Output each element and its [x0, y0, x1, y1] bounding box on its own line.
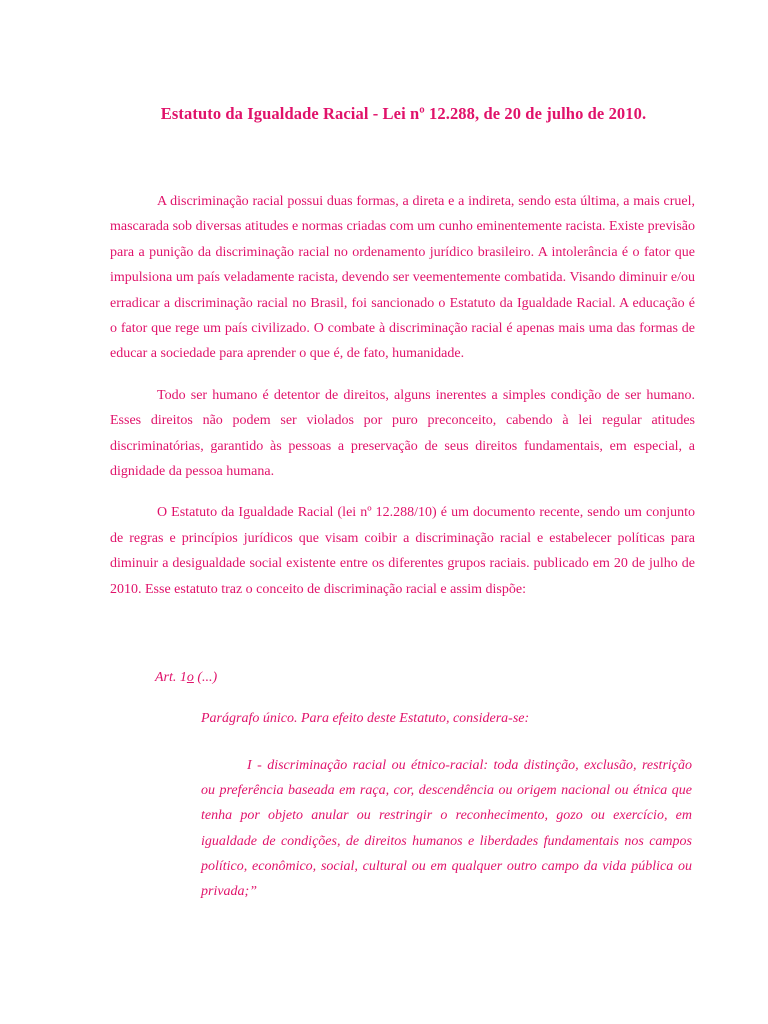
inciso-text: I - discriminação racial ou étnico-racial: toda distinção, exclusão, restrição ou preferência baseada em raça, cor, descendência ou origem nacional ou étnica que tenha por objeto anular ou restringir o reconhecimento, gozo ou exercício, em igualdade de condições, de direitos humanos e liberdades fundamentais nos campos político, econômico, social, cultural ou em qualquer outro campo da vida pública ou privada;” [201, 758, 692, 900]
article-heading [155, 670, 217, 686]
inciso-block [201, 753, 692, 904]
paragraph-2: Todo ser humano é detentor de direitos, alguns inerentes a simples condição de ser humano. Esses direitos não podem ser violados por puro preconceito, cabendo à lei regular atitudes discriminatórias, garantido às pessoas a preservação de seus direitos fundamentais, em especial, a dignidade da pessoa humana. [110, 387, 695, 480]
paragraph-unique: Parágrafo único. Para efeito deste Estatuto, considera-se: [201, 711, 530, 726]
paragraph-1: A discriminação racial possui duas formas, a direta e a indireta, sendo esta última, a mais cruel, mascarada sob diversas atitudes e normas criadas com um cunho eminentemente racista. Existe previsão para a punição da discriminação racial no ordenamento jurídico brasileiro. A intolerância é o fator que impulsiona um país veladamente racista, devendo ser veementemente combatida. Visando diminuir e/ou erradicar a discriminação racial no Brasil, foi sancionado o Estatuto da Igualdade Racial. A educação é o fator que rege um país civilizado. O combate à discriminação racial é apenas mais uma das formas de educar a sociedade para aprender o que é, de fato, humanidade. [110, 194, 695, 362]
article-prefix: Art. 1 [155, 670, 187, 685]
article-ordinal: o [186, 670, 194, 685]
article-ellipsis: (...) [193, 670, 218, 685]
paragraph-3: O Estatuto da Igualdade Racial (lei nº 12.288/10) é um documento recente, sendo um conjunto de regras e princípios jurídicos que visam coibir a discriminação racial e estabelecer políticas para diminuir a desigualdade social existente entre os diferentes grupos raciais. publicado em 20 de julho de 2010. Esse estatuto traz o conceito de discriminação racial e assim dispõe: [110, 505, 695, 597]
document-title: Estatuto da Igualdade Racial - Lei nº 12.288, de 20 de julho de 2010. [160, 104, 647, 123]
document-body [110, 189, 695, 618]
